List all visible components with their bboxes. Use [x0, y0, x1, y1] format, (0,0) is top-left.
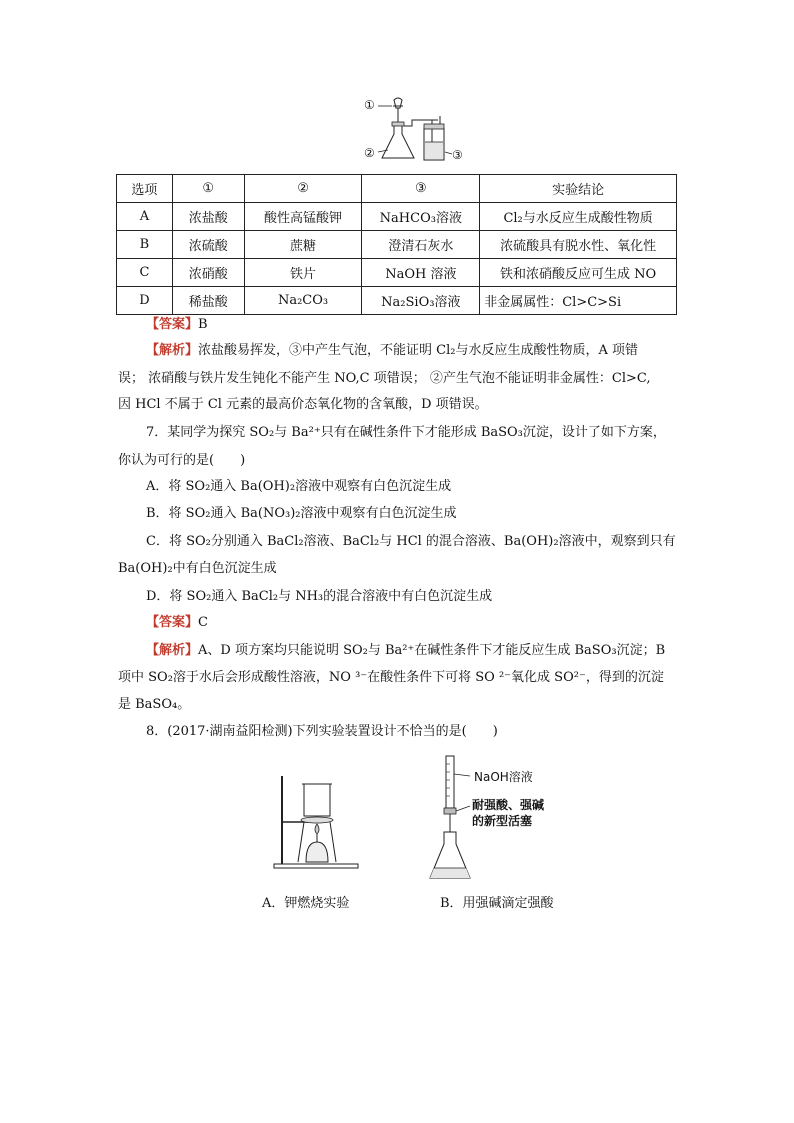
table-cell: B [117, 231, 173, 259]
q6-answer [146, 316, 208, 334]
stopcock-label-line-2: 的新型活塞 [472, 814, 533, 828]
table-cell: NaOH 溶液 [362, 259, 480, 287]
table-cell: C [117, 259, 173, 287]
q6-analysis-line-3: 因 HCl 不属于 Cl 元素的最高价态氧化物的含氧酸，D 项错误。 [118, 397, 488, 412]
table-cell: NaHCO₃溶液 [362, 203, 480, 231]
table-cell: 铁片 [244, 259, 362, 287]
q6-analysis-line-2: 误； 浓硝酸与铁片发生钝化不能产生 NO,C 项错误； ②产生气泡不能证明非金属性：Cl>C, [118, 371, 651, 386]
table-row [117, 259, 677, 287]
table-header: ③ [362, 175, 480, 203]
q7-stem-line-1: 7．某同学为探究 SO₂与 Ba²⁺只有在碱性条件下才能形成 BaSO₃沉淀，设计了如下方案， [146, 425, 666, 440]
q7-stem-line-2: 你认为可行的是( ) [118, 453, 246, 468]
table-header: ② [244, 175, 362, 203]
q7-analysis-line-1 [146, 642, 665, 660]
q7-option-c-line-1: C．将 SO₂分别通入 BaCl₂溶液、BaCl₂与 HCl 的混合溶液、Ba(OH)₂溶液中，观察到只有 [146, 534, 676, 549]
table-cell: 铁和浓硝酸反应可生成 NO [480, 259, 677, 287]
q7-option-b: B．将 SO₂通入 Ba(NO₃)₂溶液中观察有白色沉淀生成 [146, 506, 457, 521]
table-cell: 酸性高锰酸钾 [244, 203, 362, 231]
analysis-tag: 【解析】 [146, 343, 199, 358]
q7-option-c-line-2: Ba(OH)₂中有白色沉淀生成 [118, 561, 277, 576]
q7-analysis-line-3: 是 BaSO₄。 [118, 697, 191, 712]
figure-a-potassium-burning [268, 770, 368, 870]
table-cell: 稀盐酸 [172, 287, 244, 315]
apparatus-label-2: ② [364, 146, 375, 160]
naoh-solution-label: NaOH溶液 [474, 770, 533, 784]
apparatus-label-3: ③ [452, 148, 463, 162]
q7-option-d: D．将 SO₂通入 BaCl₂与 NH₃的混合溶液中有白色沉淀生成 [146, 589, 493, 604]
answer-value: B [198, 317, 208, 332]
table-row [117, 231, 677, 259]
table-row [117, 203, 677, 231]
analysis-tag: 【解析】 [146, 643, 199, 658]
q6-analysis-line-1 [146, 342, 638, 360]
figure-b-titration [424, 754, 564, 884]
table-cell: 浓硝酸 [172, 259, 244, 287]
answer-value: C [198, 615, 208, 630]
table-header: 选项 [117, 175, 173, 203]
table-header: ① [172, 175, 244, 203]
table-cell: 澄清石灰水 [362, 231, 480, 259]
options-table [116, 174, 677, 315]
figure-b-caption: B．用强碱滴定强酸 [440, 896, 554, 911]
q8-stem: 8．(2017·湖南益阳检测)下列实验装置设计不恰当的是( ) [146, 724, 498, 739]
answer-tag: 【答案】 [146, 615, 199, 630]
table-cell: 浓盐酸 [172, 203, 244, 231]
table-cell: 蔗糖 [244, 231, 362, 259]
answer-tag: 【答案】 [146, 317, 199, 332]
table-row [117, 287, 677, 315]
table-cell: 浓硫酸 [172, 231, 244, 259]
q7-analysis-line-2: 项中 SO₂溶于水后会形成酸性溶液，NO ³⁻在酸性条件下可将 SO ²⁻氧化成 SO²⁻，得到的沉淀 [118, 670, 664, 685]
stopcock-label-line-1: 耐强酸、强碱 [472, 798, 545, 812]
table-cell: Cl₂与水反应生成酸性物质 [480, 203, 677, 231]
table-cell: 非金属属性：Cl>C>Si [480, 287, 677, 315]
gas-apparatus-figure [360, 94, 470, 166]
q7-option-a: A．将 SO₂通入 Ba(OH)₂溶液中观察有白色沉淀生成 [146, 479, 452, 494]
table-cell: 浓硫酸具有脱水性、氧化性 [480, 231, 677, 259]
figure-a-caption: A．钾燃烧实验 [262, 896, 350, 911]
apparatus-label-1: ① [364, 98, 375, 112]
analysis-text: 浓盐酸易挥发，③中产生气泡，不能证明 Cl₂与水反应生成酸性物质，A 项错 [198, 343, 638, 358]
q7-answer [146, 614, 208, 632]
table-header: 实验结论 [480, 175, 677, 203]
table-cell: A [117, 203, 173, 231]
analysis-text: A、D 项方案均只能说明 SO₂与 Ba²⁺在碱性条件下才能反应生成 BaSO₃沉淀；B [198, 643, 666, 658]
table-cell: Na₂CO₃ [244, 287, 362, 315]
table-cell: Na₂SiO₃溶液 [362, 287, 480, 315]
table-cell: D [117, 287, 173, 315]
table-header-row [117, 175, 677, 203]
